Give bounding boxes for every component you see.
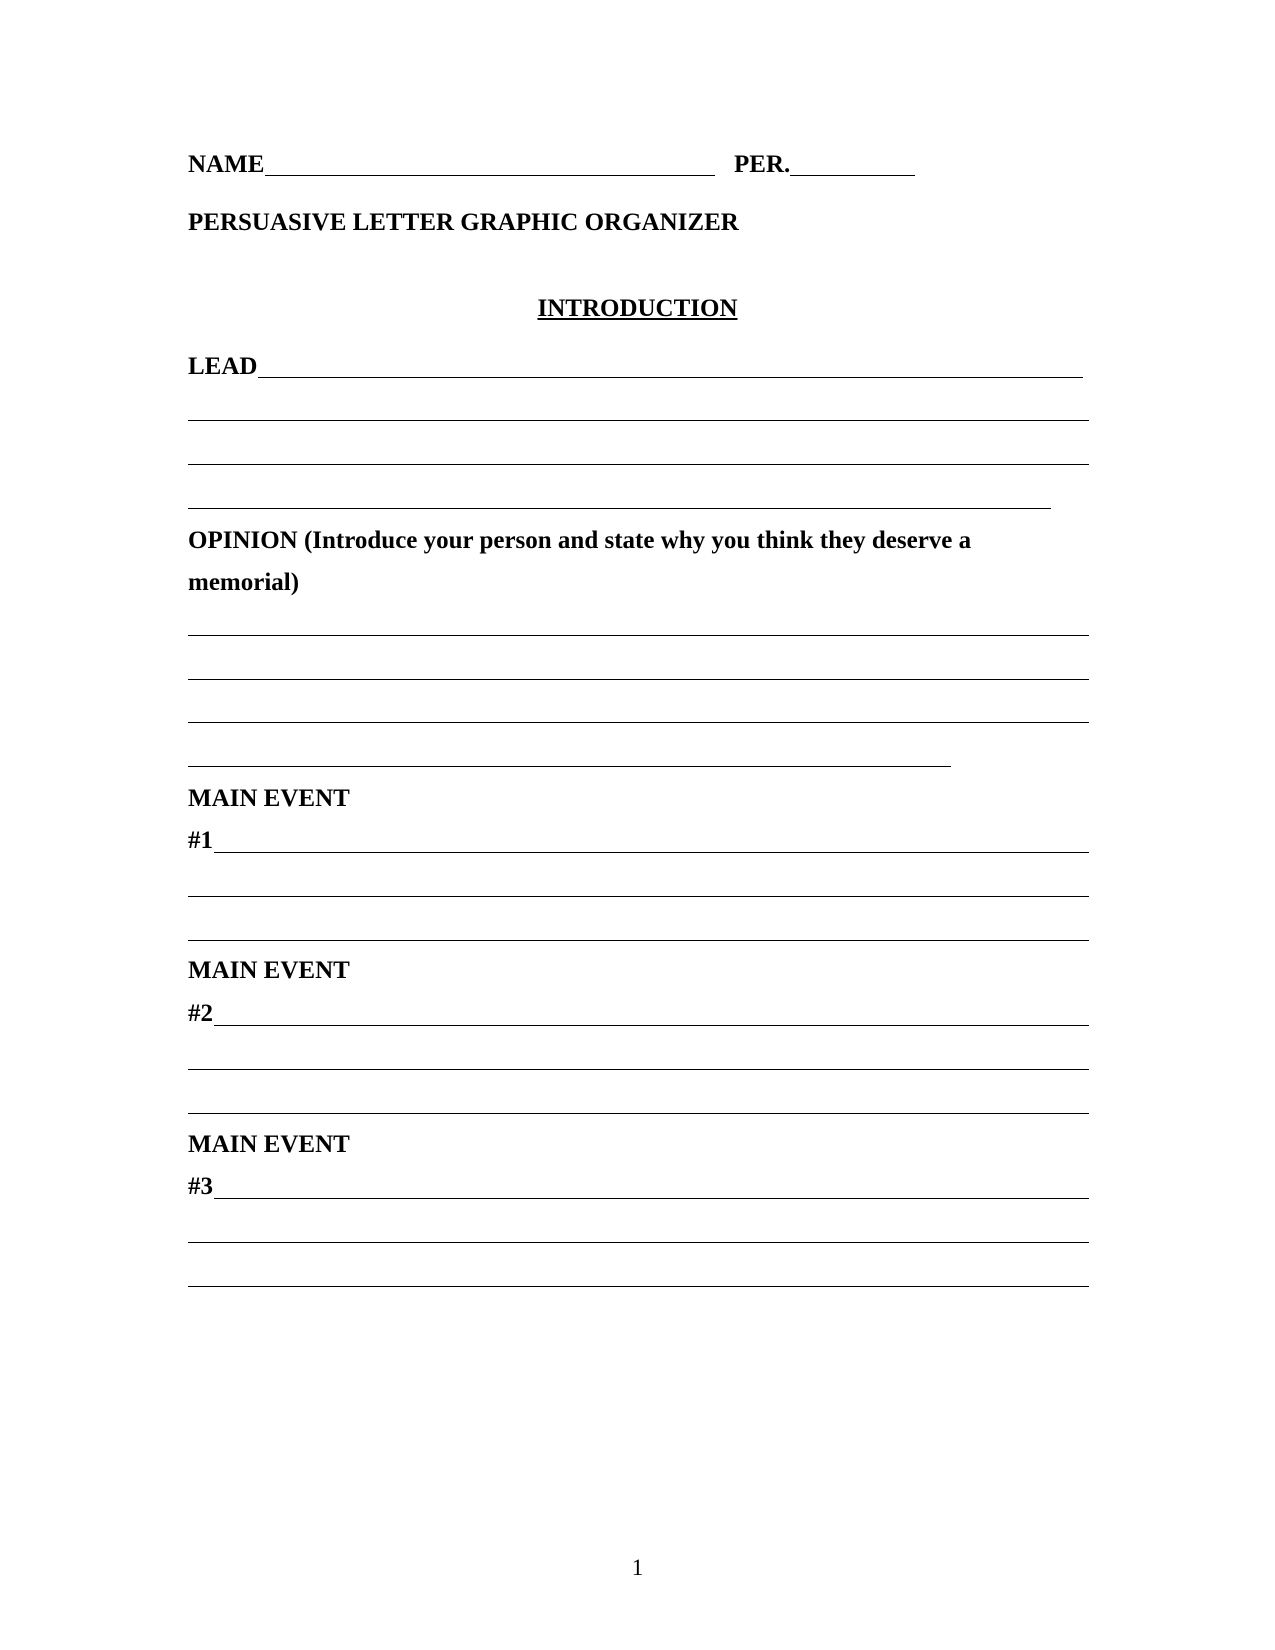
main-event-1-line-1[interactable] [214,852,1089,853]
main-event-2-line-2[interactable] [188,1069,1089,1070]
lead-label: LEAD [188,353,258,380]
opinion-line-2[interactable] [188,679,1089,680]
main-event-2-heading: MAIN EVENT [188,957,350,984]
lead-line-1[interactable] [258,377,1083,378]
opinion-line-1[interactable] [188,635,1089,636]
opinion-label-line-2: memorial) [188,569,300,596]
period-label: PER. [734,151,791,178]
name-field-line[interactable] [265,175,715,176]
main-event-3-line-1[interactable] [214,1198,1089,1199]
main-event-3-heading: MAIN EVENT [188,1131,350,1158]
main-event-1-line-2[interactable] [188,896,1089,897]
lead-line-3[interactable] [188,464,1089,465]
lead-line-4[interactable] [188,508,1051,509]
name-label: NAME [188,151,265,178]
main-event-3-number: #3 [188,1173,213,1200]
opinion-line-4[interactable] [188,766,951,767]
main-event-3-line-3[interactable] [188,1286,1089,1287]
main-event-2-line-3[interactable] [188,1113,1089,1114]
page-number: 1 [631,1555,644,1580]
period-field-line[interactable] [790,175,915,176]
opinion-line-3[interactable] [188,722,1089,723]
main-event-3-line-2[interactable] [188,1242,1089,1243]
main-event-1-heading: MAIN EVENT [188,785,350,812]
main-event-1-number: #1 [188,827,213,854]
document-title: PERSUASIVE LETTER GRAPHIC ORGANIZER [188,209,739,236]
main-event-2-line-1[interactable] [214,1025,1089,1026]
main-event-2-number: #2 [188,1000,213,1027]
opinion-label-line-1: OPINION (Introduce your person and state why you think they deserve a [188,527,972,554]
lead-line-2[interactable] [188,420,1089,421]
section-title-introduction: INTRODUCTION [537,295,738,322]
main-event-1-line-3[interactable] [188,940,1089,941]
